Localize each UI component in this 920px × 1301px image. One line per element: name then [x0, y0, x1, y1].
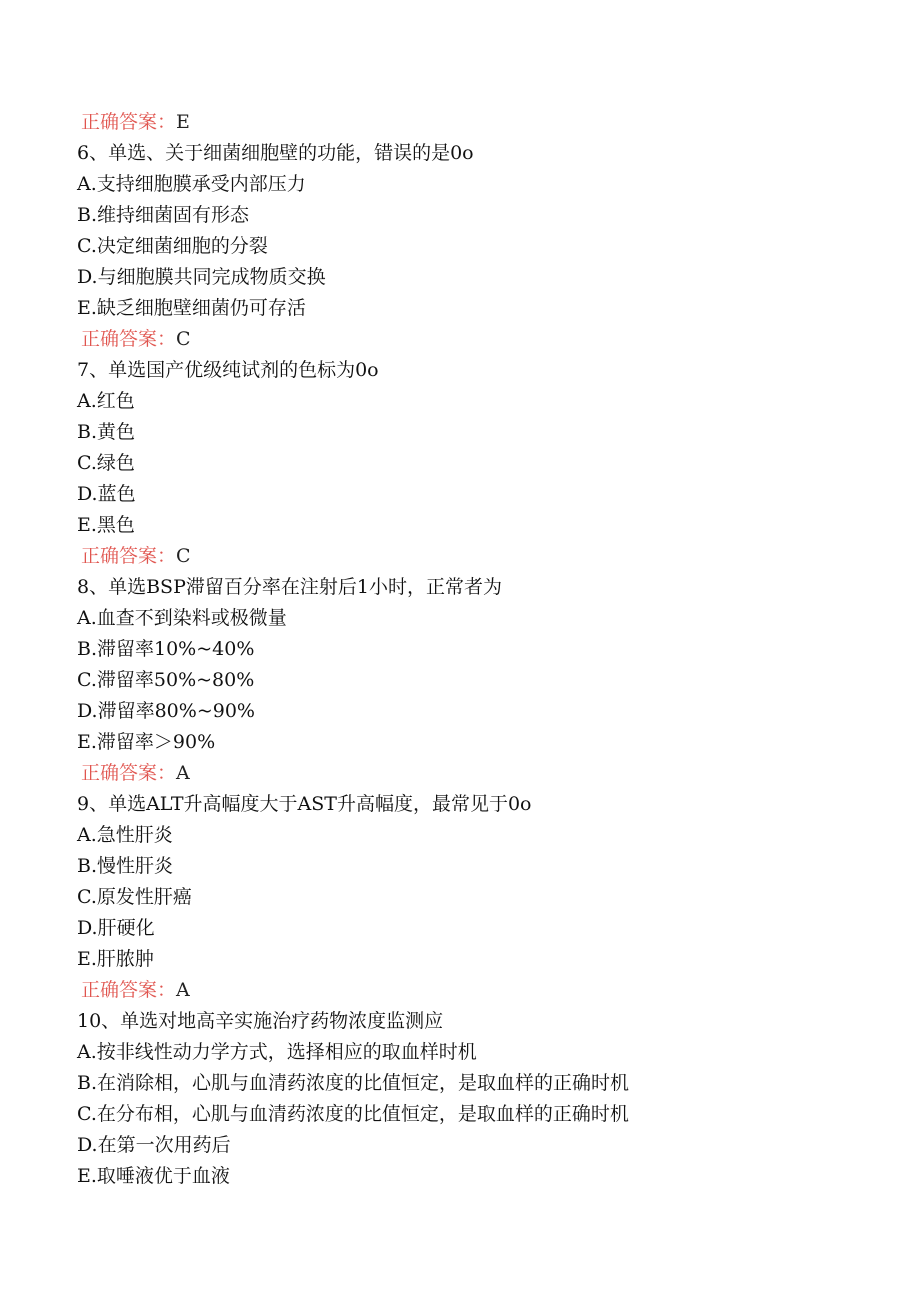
answer-value: C	[176, 545, 191, 567]
option-d: D.在第一次用药后	[77, 1134, 231, 1156]
answer-label: 正确答案：	[81, 545, 177, 567]
option-e: E.缺乏细胞壁细菌仍可存活	[77, 297, 306, 319]
option-e: E.取唾液优于血液	[77, 1165, 230, 1187]
question-text: 8、单选BSP滞留百分率在注射后1小时，正常者为	[77, 576, 502, 598]
answer-label: 正确答案：	[81, 111, 177, 133]
answer-value: A	[176, 979, 190, 1001]
answer-label: 正确答案：	[81, 328, 177, 350]
answer-line	[81, 541, 897, 572]
option-a: A.按非线性动力学方式，选择相应的取血样时机	[77, 1041, 477, 1063]
answer-value: A	[176, 762, 190, 784]
option-b: B.黄色	[77, 421, 136, 443]
option-a: A.血查不到染料或极微量	[77, 607, 287, 629]
answer-value: E	[176, 111, 190, 133]
question-text: 7、单选国产优级纯试剂的色标为0o	[77, 359, 379, 381]
option-a: A.红色	[77, 390, 135, 412]
answer-line	[81, 324, 897, 355]
option-b: B.维持细菌固有形态	[77, 204, 250, 226]
option-d: D.滞留率80%~90%	[77, 700, 255, 722]
question-text: 6、单选、关于细菌细胞壁的功能，错误的是0o	[77, 142, 474, 164]
answer-line	[81, 107, 897, 138]
option-c: C.原发性肝癌	[77, 886, 192, 908]
option-c: C.决定细菌细胞的分裂	[77, 235, 268, 257]
option-e: E.肝脓肿	[77, 948, 154, 970]
option-b: B.滞留率10%~40%	[77, 638, 255, 660]
option-d: D.与细胞膜共同完成物质交换	[77, 266, 326, 288]
answer-line	[81, 758, 897, 789]
question-text: 10、单选对地高辛实施治疗药物浓度监测应	[77, 1010, 444, 1032]
answer-value: C	[176, 328, 191, 350]
option-d: D.蓝色	[77, 483, 136, 505]
option-e: E.滞留率＞90%	[77, 731, 216, 753]
answer-label: 正确答案：	[81, 762, 177, 784]
question-text: 9、单选ALT升高幅度大于AST升高幅度，最常见于0o	[77, 793, 532, 815]
option-a: A.支持细胞膜承受内部压力	[77, 173, 306, 195]
option-d: D.肝硬化	[77, 917, 155, 939]
document-page	[77, 107, 897, 1192]
answer-line	[81, 975, 897, 1006]
option-c: C.滞留率50%~80%	[77, 669, 255, 691]
option-b: B.在消除相，心肌与血清药浓度的比值恒定，是取血样的正确时机	[77, 1072, 630, 1094]
option-c: C.在分布相，心肌与血清药浓度的比值恒定，是取血样的正确时机	[77, 1103, 629, 1125]
option-b: B.慢性肝炎	[77, 855, 174, 877]
answer-label: 正确答案：	[81, 979, 177, 1001]
option-c: C.绿色	[77, 452, 135, 474]
option-e: E.黑色	[77, 514, 135, 536]
option-a: A.急性肝炎	[77, 824, 173, 846]
